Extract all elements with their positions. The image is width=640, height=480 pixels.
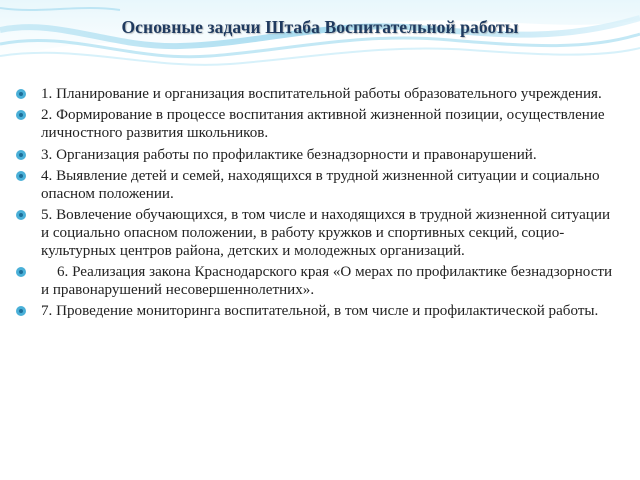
task-list [16, 86, 620, 321]
list-item-text: 6. Реализация закона Краснодарского края «О мерах по профилактике безнадзорности и правонарушений несовершеннолетних». [41, 264, 613, 298]
list-item [16, 264, 620, 300]
list-item [16, 147, 620, 165]
bullet-icon [16, 306, 26, 316]
task-list-container [16, 86, 620, 325]
list-item-text: 4. Выявление детей и семей, находящихся в трудной жизненной ситуации и социально опасном положении. [41, 167, 600, 202]
bullet-icon [16, 171, 26, 181]
list-item [16, 107, 620, 143]
list-item-text: 3. Организация работы по профилактике безнадзорности и правонарушений. [41, 146, 537, 163]
bullet-icon [16, 210, 26, 220]
list-item [16, 86, 620, 104]
list-item [16, 303, 620, 321]
list-item [16, 207, 620, 260]
list-item-text: 5. Вовлечение обучающихся, в том числе и находящихся в трудной жизненной ситуации и социально опасном положении, в работу кружков и спортивных секций, социо-культурных центров района, детских и молодежных организаций. [41, 207, 611, 259]
list-item [16, 168, 620, 204]
bullet-icon [16, 89, 26, 99]
page-title: Основные задачи Штаба Воспитательной работы [121, 17, 519, 37]
bullet-icon [16, 110, 26, 120]
bullet-icon [16, 267, 26, 277]
bullet-icon [16, 150, 26, 160]
header-wave-decoration [0, 0, 640, 80]
list-item-text: 7. Проведение мониторинга воспитательной, в том числе и профилактической работы. [41, 303, 599, 320]
list-item-text: 1. Планирование и организация воспитательной работы образовательного учреждения. [41, 86, 602, 102]
list-item-text: 2. Формирование в процессе воспитания активной жизненной позиции, осуществление личностного развития школьников. [41, 107, 605, 142]
